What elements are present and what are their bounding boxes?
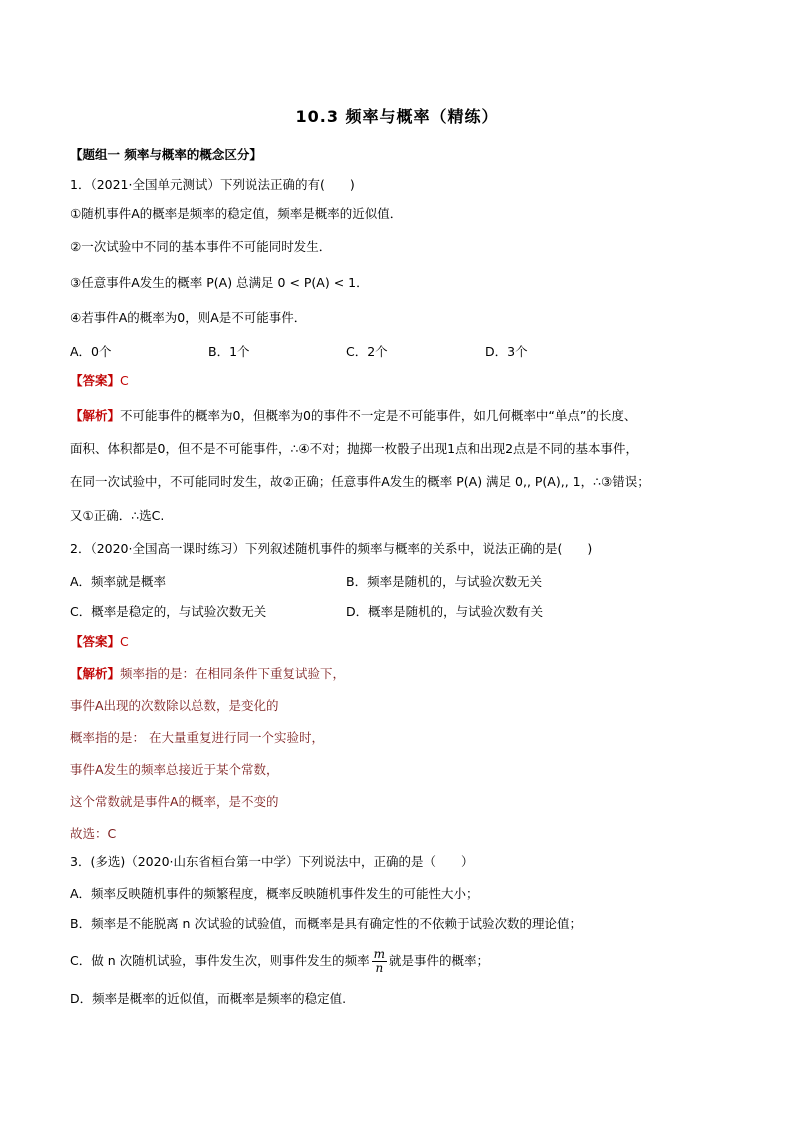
question-3-stem: 3．(多选)（2020·山东省桓台第一中学）下列说法中，正确的是（ ） bbox=[70, 854, 474, 869]
q3-option-c bbox=[70, 944, 489, 978]
q1-analysis-line-2: 面积、体积都是0，但不是不可能事件，∴④不对；抛掷一枚骰子出现1点和出现2点是不同的基本事件， bbox=[70, 441, 639, 456]
q1-option-c: C．2个 bbox=[346, 344, 388, 359]
q2-option-a: A．频率就是概率 bbox=[70, 574, 167, 589]
q3-option-c-text: C．做 n 次随机试验，事件发生次，则事件发生的频率 bbox=[70, 953, 370, 968]
q2-option-b: B．频率是随机的，与试验次数无关 bbox=[346, 574, 543, 589]
answer-tag: 【答案】 bbox=[70, 373, 121, 388]
q1-option-d: D．3个 bbox=[485, 344, 528, 359]
q1-answer-value: C bbox=[120, 373, 129, 388]
q2-analysis-line-6: 故选：C bbox=[70, 826, 117, 841]
q2-option-d: D．概率是随机的，与试验次数有关 bbox=[346, 604, 544, 619]
fraction-numerator: m bbox=[373, 947, 385, 961]
q2-analysis-line-5: 这个常数就是事件A的概率，是不变的 bbox=[70, 794, 279, 809]
q3-option-c-text-end: 就是事件的概率； bbox=[389, 953, 490, 968]
q2-analysis-line-3: 概率指的是： 在大量重复进行同一个实验时， bbox=[70, 730, 324, 745]
q2-option-c: C．概率是稳定的，与试验次数无关 bbox=[70, 604, 267, 619]
fraction-denominator: n bbox=[375, 961, 384, 975]
q3-option-b: B．频率是不能脱离 n 次试验的试验值，而概率是具有确定性的不依赖于试验次数的理论值； bbox=[70, 916, 582, 931]
q1-analysis-line-3: 在同一次试验中，不可能同时发生，故②正确；任意事件A发生的概率 P(A) 满足 0,, P(A),, 1，∴③错误； bbox=[70, 474, 650, 489]
question-2-stem: 2．（2020·全国高一课时练习）下列叙述随机事件的频率与概率的关系中，说法正确的是( ) bbox=[70, 541, 593, 556]
q2-analysis-line-1 bbox=[70, 665, 345, 683]
q1-answer-line bbox=[70, 372, 129, 390]
question-1-stem: 1．（2021·全国单元测试）下列说法正确的有( ) bbox=[70, 177, 355, 192]
q1-analysis-text-1: 不可能事件的概率为0，但概率为0的事件不一定是不可能事件，如几何概率中“单点”的长度、 bbox=[120, 408, 637, 423]
analysis-tag: 【解析】 bbox=[70, 666, 121, 681]
q3-option-d: D．频率是概率的近似值，而概率是频率的稳定值. bbox=[70, 991, 347, 1006]
q1-statement-1: ①随机事件A的概率是频率的稳定值，频率是概率的近似值． bbox=[70, 206, 403, 221]
q2-analysis-line-4: 事件A发生的频率总接近于某个常数， bbox=[70, 762, 279, 777]
q2-answer-value: C bbox=[120, 634, 129, 649]
page-title: 10.3 频率与概率（精练） bbox=[295, 107, 499, 126]
fraction bbox=[372, 948, 387, 975]
section-heading: 【题组一 频率与概率的概念区分】 bbox=[70, 147, 262, 162]
q2-analysis-line-2: 事件A出现的次数除以总数，是变化的 bbox=[70, 698, 279, 713]
q1-statement-3: ③任意事件A发生的概率 P(A) 总满足 0 < P(A) < 1． bbox=[70, 275, 369, 290]
q1-analysis-line-4: 又①正确．∴选C. bbox=[70, 508, 165, 523]
q2-analysis-text-1: 频率指的是：在相同条件下重复试验下， bbox=[120, 666, 346, 681]
q3-option-a: A．频率反映随机事件的频繁程度，概率反映随机事件发生的可能性大小； bbox=[70, 886, 479, 901]
q1-analysis-line-1 bbox=[70, 407, 636, 425]
answer-tag: 【答案】 bbox=[70, 634, 121, 649]
q1-statement-4: ④若事件A的概率为0，则A是不可能事件． bbox=[70, 310, 307, 325]
q1-option-a: A．0个 bbox=[70, 344, 112, 359]
analysis-tag: 【解析】 bbox=[70, 408, 121, 423]
q1-statement-2: ②一次试验中不同的基本事件不可能同时发生． bbox=[70, 239, 332, 254]
q1-option-b: B．1个 bbox=[208, 344, 250, 359]
q2-answer-line bbox=[70, 633, 129, 651]
